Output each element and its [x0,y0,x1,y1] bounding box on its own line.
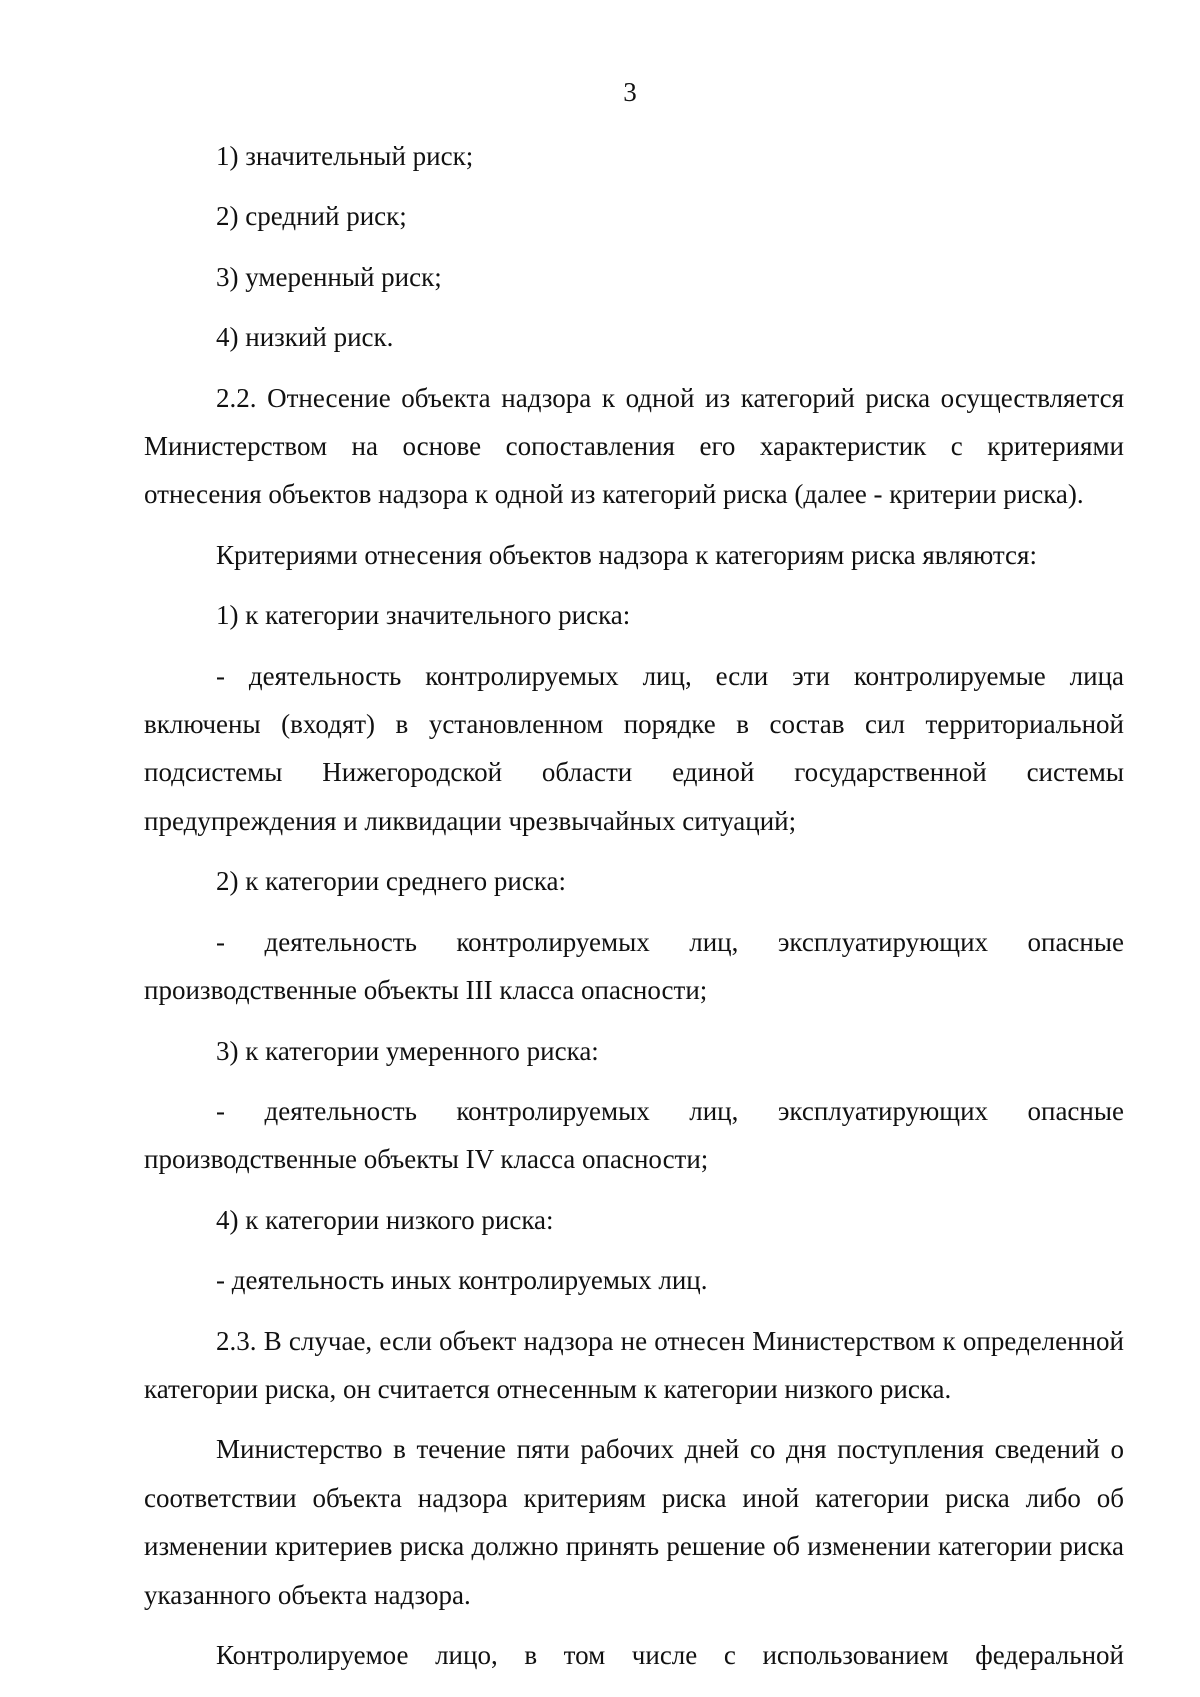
paragraph-section-2-2: 2.2. Отнесение объекта надзора к одной из категорий риска осуществляется Министерством на основе сопоставления его характеристик с критериями отнесения объектов надзора к одной из категорий риска (далее - критерии риска). [144,382,1124,510]
paragraph-low-risk-criterion: - деятельность иных контролируемых лиц. [216,1265,708,1296]
paragraph-risk-level-4: 4) низкий риск. [216,322,394,353]
paragraph-section-2-3: 2.3. В случае, если объект надзора не отнесен Министерством к определенной категории риска, он считается отнесенным к категории низкого риска. [144,1325,1124,1404]
page-number: 3 [623,77,637,107]
document-body [144,132,1124,1691]
paragraph-controlled-person: Контролируемое лицо, в том числе с использованием федеральной [216,1639,1124,1670]
paragraph-criteria-intro: Критериями отнесения объектов надзора к категориям риска являются: [216,539,1037,570]
paragraph-low-risk-heading: 4) к категории низкого риска: [216,1204,554,1235]
paragraph-risk-level-1: 1) значительный риск; [216,141,474,171]
paragraph-risk-level-3: 3) умеренный риск; [216,261,442,292]
paragraph-risk-level-2: 2) средний риск; [216,201,407,232]
paragraph-moderate-risk-criterion: - деятельность контролируемых лиц, эксплуатирующих опасные производственные объекты IV класса опасности; [144,1095,1124,1175]
paragraph-medium-risk-criterion: - деятельность контролируемых лиц, эксплуатирующих опасные производственные объекты III класса опасности; [144,926,1124,1006]
paragraph-significant-risk-heading: 1) к категории значительного риска: [216,600,631,631]
paragraph-ministry-decision: Министерство в течение пяти рабочих дней со дня поступления сведений о соответствии объекта надзора критериям риска иной категории риска либо об изменении критериев риска должно принять решение об изменении категории риска указанного объекта надзора. [144,1434,1124,1610]
paragraph-medium-risk-heading: 2) к категории среднего риска: [216,866,566,897]
paragraph-significant-risk-criterion: - деятельность контролируемых лиц, если эти контролируемые лица включены (входят) в установленном порядке в состав сил территориальной подсистемы Нижегородской области единой государственной системы предупреждения и ликвидации чрезвычайных ситуаций; [144,660,1124,836]
paragraph-moderate-risk-heading: 3) к категории умеренного риска: [216,1035,599,1066]
